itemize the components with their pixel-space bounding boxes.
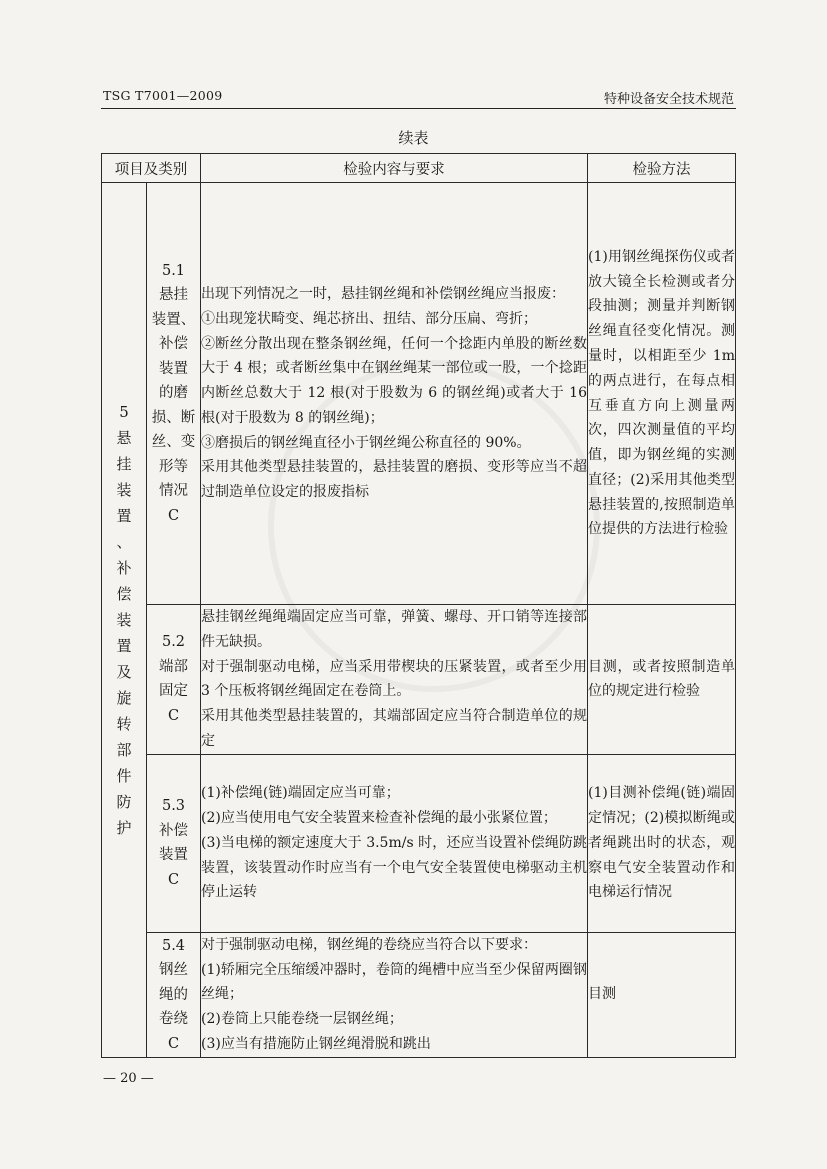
subitem-line: 5.4 (161, 937, 186, 954)
category-char: 件 (116, 766, 132, 785)
requirement-paragraph: 采用其他类型悬挂装置的，其端部固定应当符合制造单位的规定 (201, 708, 587, 749)
subitem-line: 悬挂 (159, 287, 188, 304)
category-char: 偿 (116, 584, 132, 603)
method-cell: 目测 (588, 932, 736, 1057)
subitem-line: C (167, 1035, 180, 1052)
table-caption: 续表 (398, 129, 429, 147)
subitem-line: C (167, 707, 180, 724)
requirement-paragraph: ①出现笼状畸变、绳芯挤出、扭结、部分压扁、弯折； (201, 310, 537, 327)
category-char: 补 (116, 558, 132, 577)
requirement-paragraph: (2)卷筒上只能卷绕一层钢丝绳； (201, 1011, 403, 1028)
requirement-paragraph: (1)补偿绳(链)端固定应当可靠； (201, 785, 400, 802)
subitem-line: 情况 (159, 483, 188, 500)
requirement-paragraph: (1)轿厢完全压缩缓冲器时，卷筒的绳槽中应当至少保留两圈钢丝绳； (201, 961, 587, 1003)
requirement-paragraph: 出现下列情况之一时，悬挂钢丝绳和补偿钢丝绳应当报废： (201, 285, 565, 302)
subitem-cell (147, 183, 201, 605)
document-code: TSG T7001—2009 (103, 88, 223, 103)
requirements-cell (201, 754, 588, 932)
subitem-line: 装置 (159, 847, 188, 864)
subitem-line: 5.1 (161, 262, 186, 279)
subitem-line: 损、断 (151, 409, 196, 426)
subitem-line: 丝、变 (151, 434, 196, 451)
column-header-item: 项目及类别 (102, 154, 201, 183)
page-number: — 20 — (103, 1071, 154, 1086)
category-number: 5 (119, 402, 129, 421)
category-char: 置 (116, 636, 132, 655)
requirement-paragraph: (2)应当使用电气安全装置来检查补偿绳的最小张紧位置； (201, 810, 557, 827)
table-row (102, 605, 736, 755)
requirement-paragraph: (3)应当有措施防止钢丝绳滑脱和跳出 (201, 1035, 431, 1052)
method-cell: (1)用钢丝绳探伤仪或者放大镜全长检测或者分段抽测；测量并判断钢丝绳直径变化情况。测量时，以相距至少 1m 的两点进行，在每点相互垂直方向上测量两次，四次测量值的平均值，即为钢丝绳的实测直径；(2)采用其他类型悬挂装置的,按照制造单位提供的方法进行检验 (588, 183, 736, 605)
subitem-line: 形等 (159, 458, 188, 475)
table-row (102, 183, 736, 605)
table-header-row (102, 154, 736, 183)
subitem-cell (147, 754, 201, 932)
requirements-cell (201, 183, 588, 605)
subitem-line: 钢丝 (159, 962, 188, 979)
method-cell: 目测，或者按照制造单位的规定进行检验 (588, 605, 736, 755)
category-char: 护 (116, 818, 132, 837)
series-title: 特种设备安全技术规范 (603, 92, 734, 107)
subitem-line: 补偿 (159, 822, 188, 839)
category-char: 防 (116, 792, 132, 811)
subitem-line: 绳的 (159, 986, 188, 1003)
category-char: 旋 (116, 688, 132, 707)
category-char: 部 (116, 740, 132, 759)
requirements-cell (201, 605, 588, 755)
subitem-line: 端部 (159, 658, 188, 675)
requirement-paragraph: (3)当电梯的额定速度大于 3.5m/s 时，还应当设置补偿绳防跳装置，该装置动作时应当有一个电气安全装置使电梯驱动主机停止运转 (201, 834, 587, 901)
subitem-line: 固定 (159, 683, 188, 700)
subitem-cell (147, 605, 201, 755)
category-char: 及 (116, 662, 132, 681)
subitem-line: 5.3 (161, 798, 186, 815)
subitem-line: 5.2 (161, 634, 186, 651)
category-cell (102, 183, 147, 1058)
category-char: 装 (116, 610, 132, 629)
table-row (102, 754, 736, 932)
subitem-line: 补偿 (159, 336, 188, 353)
inspection-table (101, 153, 736, 1058)
category-char: 挂 (116, 454, 132, 473)
method-cell: (1)目测补偿绳(链)端固定情况；(2)模拟断绳或者绳跳出时的状态，观察电气安全装置动作和电梯运行情况 (588, 754, 736, 932)
subitem-cell (147, 932, 201, 1057)
column-header-method: 检验方法 (588, 154, 736, 183)
subitem-line: 的磨 (159, 385, 188, 402)
subitem-line: 装置、 (151, 311, 196, 328)
requirement-paragraph: 对于强制驱动电梯，钢丝绳的卷绕应当符合以下要求： (201, 936, 537, 953)
requirement-paragraph: 对于强制驱动电梯，应当采用带楔块的压紧装置，或者至少用 3 个压板将钢丝绳固定在卷筒上。 (201, 658, 587, 700)
subitem-line: C (167, 507, 180, 524)
category-char: 悬 (116, 428, 132, 447)
header-rule (101, 108, 736, 109)
requirement-paragraph: ③磨损后的钢丝绳直径小于钢丝绳公称直径的 90%。 (201, 434, 531, 451)
category-char: 转 (116, 714, 132, 733)
subitem-line: 卷绕 (159, 1011, 188, 1028)
subitem-line: 装置 (159, 360, 188, 377)
requirements-cell (201, 932, 588, 1057)
category-char: 装 (116, 480, 132, 499)
category-char: 、 (116, 532, 132, 551)
requirement-paragraph: ②断丝分散出现在整条钢丝绳，任何一个捻距内单股的断丝数大于 4 根；或者断丝集中在钢丝绳某一部位或一股，一个捻距内断丝总数大于 12 根(对于股数为 6 的钢丝绳)或者大于 16 根(对于股数为 8 的钢丝绳)； (201, 335, 587, 426)
requirement-paragraph: 悬挂钢丝绳绳端固定应当可靠，弹簧、螺母、开口销等连接部件无缺损。 (201, 609, 587, 650)
subitem-line: C (167, 871, 180, 888)
category-char: 置 (116, 506, 132, 525)
table-row (102, 932, 736, 1057)
column-header-requirements: 检验内容与要求 (201, 154, 588, 183)
requirement-paragraph: 采用其他类型悬挂装置的，悬挂装置的磨损、变形等应当不超过制造单位设定的报废指标 (201, 459, 587, 501)
